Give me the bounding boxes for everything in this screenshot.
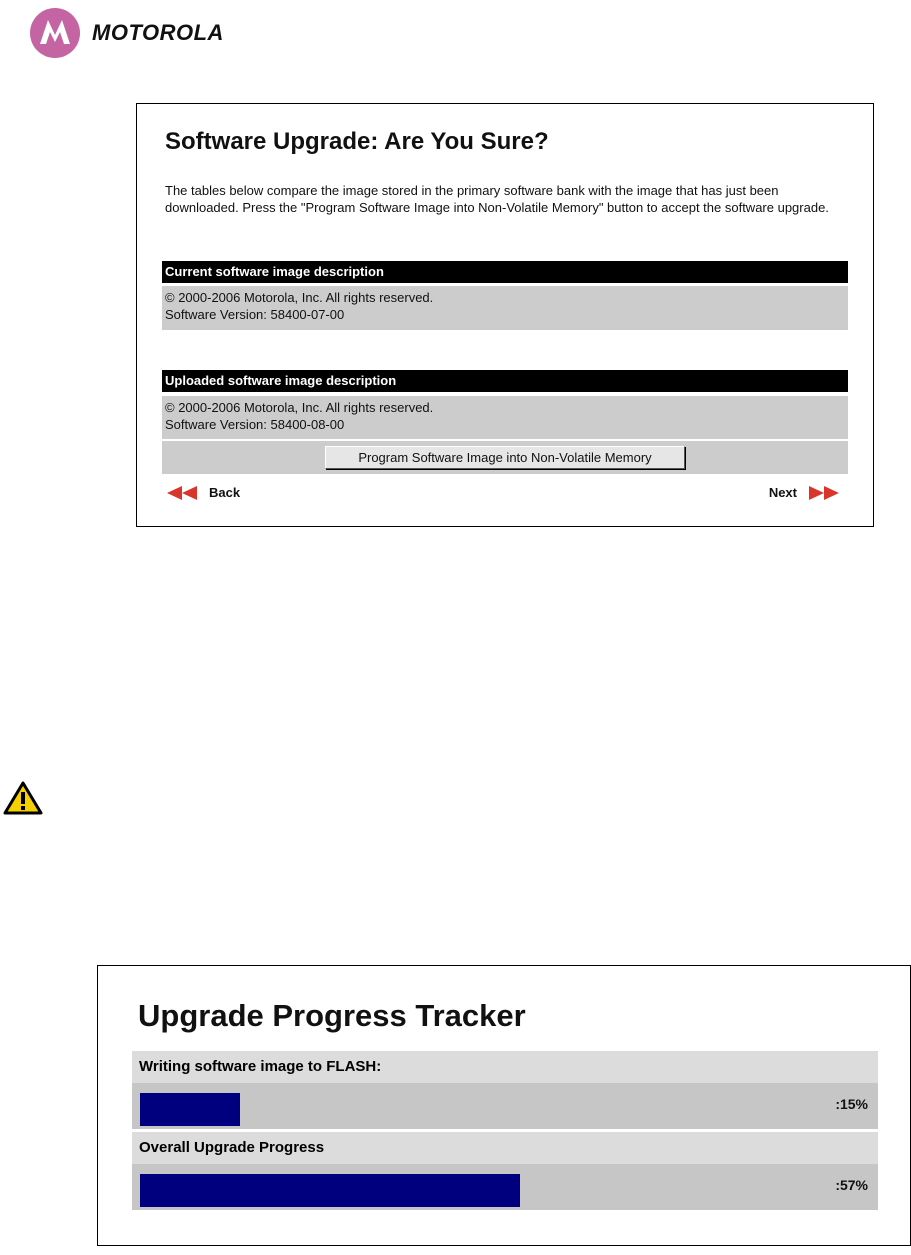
next-arrow-icon — [807, 486, 839, 500]
back-link[interactable] — [167, 485, 240, 500]
program-button-row — [162, 441, 848, 474]
overall-progress-bar — [132, 1164, 878, 1210]
uploaded-image-copyright: © 2000-2006 Motorola, Inc. All rights reserved. — [165, 400, 434, 415]
brand-logo — [30, 8, 224, 58]
progress-tracker-panel — [97, 965, 911, 1246]
next-link[interactable] — [769, 485, 839, 500]
motorola-logo-icon — [30, 8, 80, 58]
warning-icon — [3, 781, 43, 815]
current-image-version: Software Version: 58400-07-00 — [165, 307, 345, 322]
flash-progress-fill — [140, 1093, 240, 1126]
current-image-description — [162, 286, 848, 330]
overall-progress-label: Overall Upgrade Progress — [132, 1132, 878, 1164]
next-label: Next — [768, 485, 797, 500]
overall-progress-fill — [140, 1174, 520, 1207]
flash-progress-label: Writing software image to FLASH: — [132, 1051, 878, 1083]
overall-progress-percent: :57% — [835, 1177, 868, 1193]
progress-tracker-title: Upgrade Progress Tracker — [138, 998, 526, 1033]
upgrade-confirm-panel — [136, 103, 874, 527]
current-image-copyright: © 2000-2006 Motorola, Inc. All rights reserved. — [165, 290, 434, 305]
uploaded-image-header: Uploaded software image description — [162, 370, 848, 392]
program-software-button[interactable]: Program Software Image into Non-Volatile Memory — [325, 446, 685, 469]
brand-name: MOTOROLA — [92, 20, 224, 45]
back-label: Back — [209, 485, 241, 500]
flash-progress-percent: :15% — [835, 1096, 868, 1112]
description-text: The tables below compare the image stored in the primary software bank with the image that has just been downloaded. Press the "Program Software Image into Non-Volatile Memory" button to accept the software upgrade. — [165, 183, 829, 215]
uploaded-image-description — [162, 396, 848, 439]
uploaded-image-version: Software Version: 58400-08-00 — [165, 417, 345, 432]
page-title: Software Upgrade: Are You Sure? — [165, 128, 549, 155]
back-arrow-icon — [167, 486, 199, 500]
current-image-header: Current software image description — [162, 261, 848, 283]
flash-progress-bar — [132, 1083, 878, 1129]
